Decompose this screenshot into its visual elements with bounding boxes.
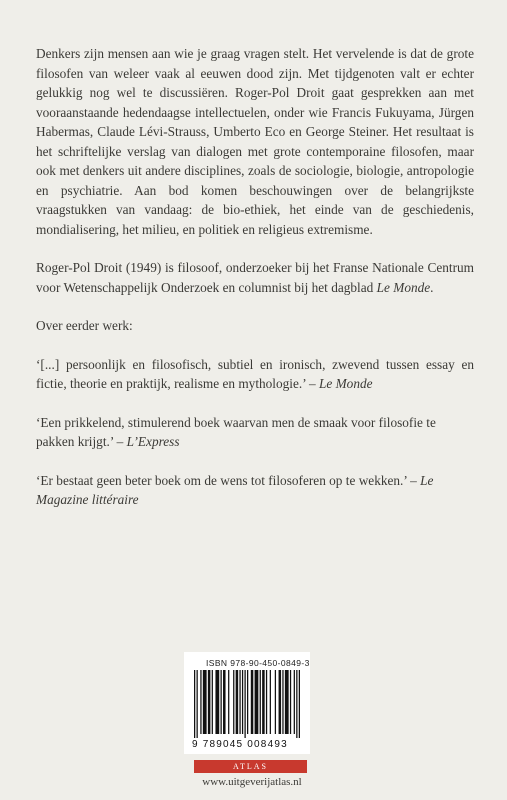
- ean-digits: 9 789045 008493: [192, 739, 288, 750]
- review-source: Le Magazine littéraire: [36, 472, 434, 507]
- barcode-bar: [242, 670, 243, 734]
- barcode-bar: [299, 670, 300, 738]
- barcode-bar: [197, 670, 198, 738]
- blurb-paragraph: Denkers zijn mensen aan wie je graag vragen stelt. Het vervelende is dat de grote filosofen van weleer vaak al eeuwen dood zijn. Met tijdgenoten valt er echter gelukkig nog wel te discussiëren. Roger-Pol Droit gaat gesprekken aan met vooraanstaande hedendaagse intellectuelen, onder wie Francis Fukuyama, Jürgen Habermas, Claude Lévi-Strauss, Umberto Eco en George Steiner. Het resultaat is het schriftelijke verslag van dialogen met grote contemporaine filosofen, maar ook met denkers uit andere disciplines, zoals de sociologie, biologie, antropologie en psychiatrie. Aan bod komen beschouwingen over de belangrijkste vraagstukken van vandaag: de bio-ethiek, het einde van de geschiedenis, mondialisering, het milieu, en politiek en religieus extremisme.: [36, 46, 474, 237]
- reviews-heading: Over eerder werk:: [36, 318, 133, 333]
- barcode-bar: [260, 670, 261, 734]
- barcode-bar: [296, 670, 297, 738]
- isbn-label: ISBN 978-90-450-0849-3: [206, 658, 310, 668]
- review-quote: [36, 471, 474, 510]
- barcode-panel: [184, 652, 310, 754]
- barcode-bar: [282, 670, 283, 734]
- review-quote-text: ‘[...] persoonlijk en filosofisch, subtiel en ironisch, zwevend tussen essay en fictie, theorie en praktijk, realisme en mythologie.’ –: [36, 356, 474, 391]
- barcode-bar: [247, 670, 248, 734]
- review-quote: [36, 413, 474, 452]
- barcode-bar: [203, 670, 207, 734]
- barcode-bar: [275, 670, 276, 734]
- review-source: Le Monde: [318, 376, 373, 391]
- barcode-bar: [194, 670, 195, 738]
- barcode-bar: [251, 670, 254, 734]
- barcode-bar: [255, 670, 259, 734]
- barcode-bar: [236, 670, 239, 734]
- barcode-bar: [244, 670, 245, 738]
- barcode-bar: [208, 670, 211, 734]
- back-cover-text: [36, 44, 474, 510]
- barcode-bar: [270, 670, 271, 734]
- review-quote: [36, 355, 474, 394]
- review-quote-text: ‘Een prikkelend, stimulerend boek waarvan men de smaak voor filosofie te pakken krijgt.’ –: [36, 414, 436, 449]
- barcode-bar: [215, 670, 219, 734]
- author-bio: [36, 258, 474, 297]
- barcode-bar: [279, 670, 282, 734]
- barcode-bar: [233, 670, 234, 734]
- author-bio-end: .: [430, 279, 434, 295]
- barcode-bar: [200, 670, 201, 734]
- barcode-bar: [221, 670, 222, 734]
- barcode-bar: [266, 670, 267, 734]
- review-quote-text: ‘Er bestaat geen beter boek om de wens tot filosoferen op te wekken.’ –: [36, 472, 421, 488]
- barcode-bar: [285, 670, 289, 734]
- author-bio-text: Roger-Pol Droit (1949) is filosoof, onderzoeker bij het Franse Nationale Centrum voor Wetenschappelijk Onderzoek en columnist bij het dagblad: [36, 260, 474, 295]
- barcode-bar: [294, 670, 295, 734]
- barcode-bar: [212, 670, 213, 734]
- barcode-bar: [228, 670, 229, 734]
- barcode-bar: [290, 670, 291, 734]
- barcode-bar: [223, 670, 226, 734]
- barcode-bar: [262, 670, 265, 734]
- barcode-bar: [239, 670, 240, 734]
- review-source: L’Express: [126, 434, 180, 449]
- publisher-url: www.uitgeverijatlas.nl: [202, 776, 302, 788]
- barcode-icon: [194, 670, 300, 738]
- author-bio-newspaper: Le Monde: [376, 279, 431, 295]
- publisher-logo-band: ATLAS: [194, 760, 307, 773]
